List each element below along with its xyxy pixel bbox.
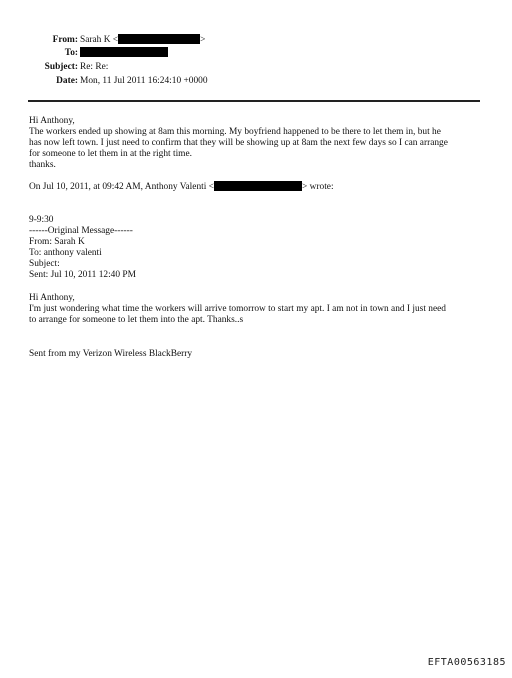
header-to-row	[0, 47, 512, 59]
body-line-3: for someone to let them in at the right time.	[29, 149, 192, 159]
quoted-message-line-2: to arrange for someone to let them into the apt. Thanks..s	[29, 315, 244, 325]
quoted-signature: Sent from my Verizon Wireless BlackBerry	[29, 349, 193, 359]
to-label: To:	[64, 48, 78, 58]
quote-intro-before: On Jul 10, 2011, at 09:42 AM, Anthony Valenti <	[29, 182, 214, 193]
subject-value: Re: Re:	[80, 62, 109, 72]
body-line-2: has now left town. I just need to confirm that they will be showing up at 8am the next few days so I can arrange	[29, 138, 448, 148]
header-date-row	[0, 75, 512, 87]
header-divider	[28, 100, 480, 102]
date-value: Mon, 11 Jul 2011 16:24:10 +0000	[80, 76, 208, 86]
body-greeting: Hi Anthony,	[29, 116, 75, 126]
body-signoff: thanks.	[29, 160, 56, 170]
to-value	[80, 47, 168, 59]
quoted-sent: Sent: Jul 10, 2011 12:40 PM	[29, 270, 136, 280]
date-label: Date:	[56, 76, 78, 86]
redacted-block	[214, 181, 302, 191]
quoted-message-line-1: I'm just wondering what time the workers will arrive tomorrow to start my apt. I am not in town and I just need	[29, 304, 446, 314]
from-value	[80, 34, 205, 46]
header-subject-row	[0, 61, 512, 73]
redacted-block	[80, 47, 168, 57]
quoted-to: To: anthony valenti	[29, 248, 102, 258]
quote-intro	[29, 182, 334, 193]
quoted-greeting: Hi Anthony,	[29, 293, 75, 303]
header-from-row	[0, 34, 512, 46]
subject-label: Subject:	[44, 62, 78, 72]
from-name: Sarah K <	[80, 35, 119, 45]
quoted-time-note: 9-9:30	[29, 215, 54, 225]
from-suffix: >	[200, 35, 206, 45]
body-line-1: The workers ended up showing at 8am this morning. My boyfriend happened to be there to let them in, but he	[29, 127, 441, 137]
quoted-original-marker: ------Original Message------	[29, 226, 133, 236]
quote-intro-after: > wrote:	[301, 182, 334, 193]
document-id: EFTA00563185	[427, 657, 506, 668]
redacted-block	[118, 34, 200, 44]
quoted-subject: Subject:	[29, 259, 60, 269]
from-label: From:	[52, 35, 78, 45]
quoted-from: From: Sarah K	[29, 237, 85, 247]
